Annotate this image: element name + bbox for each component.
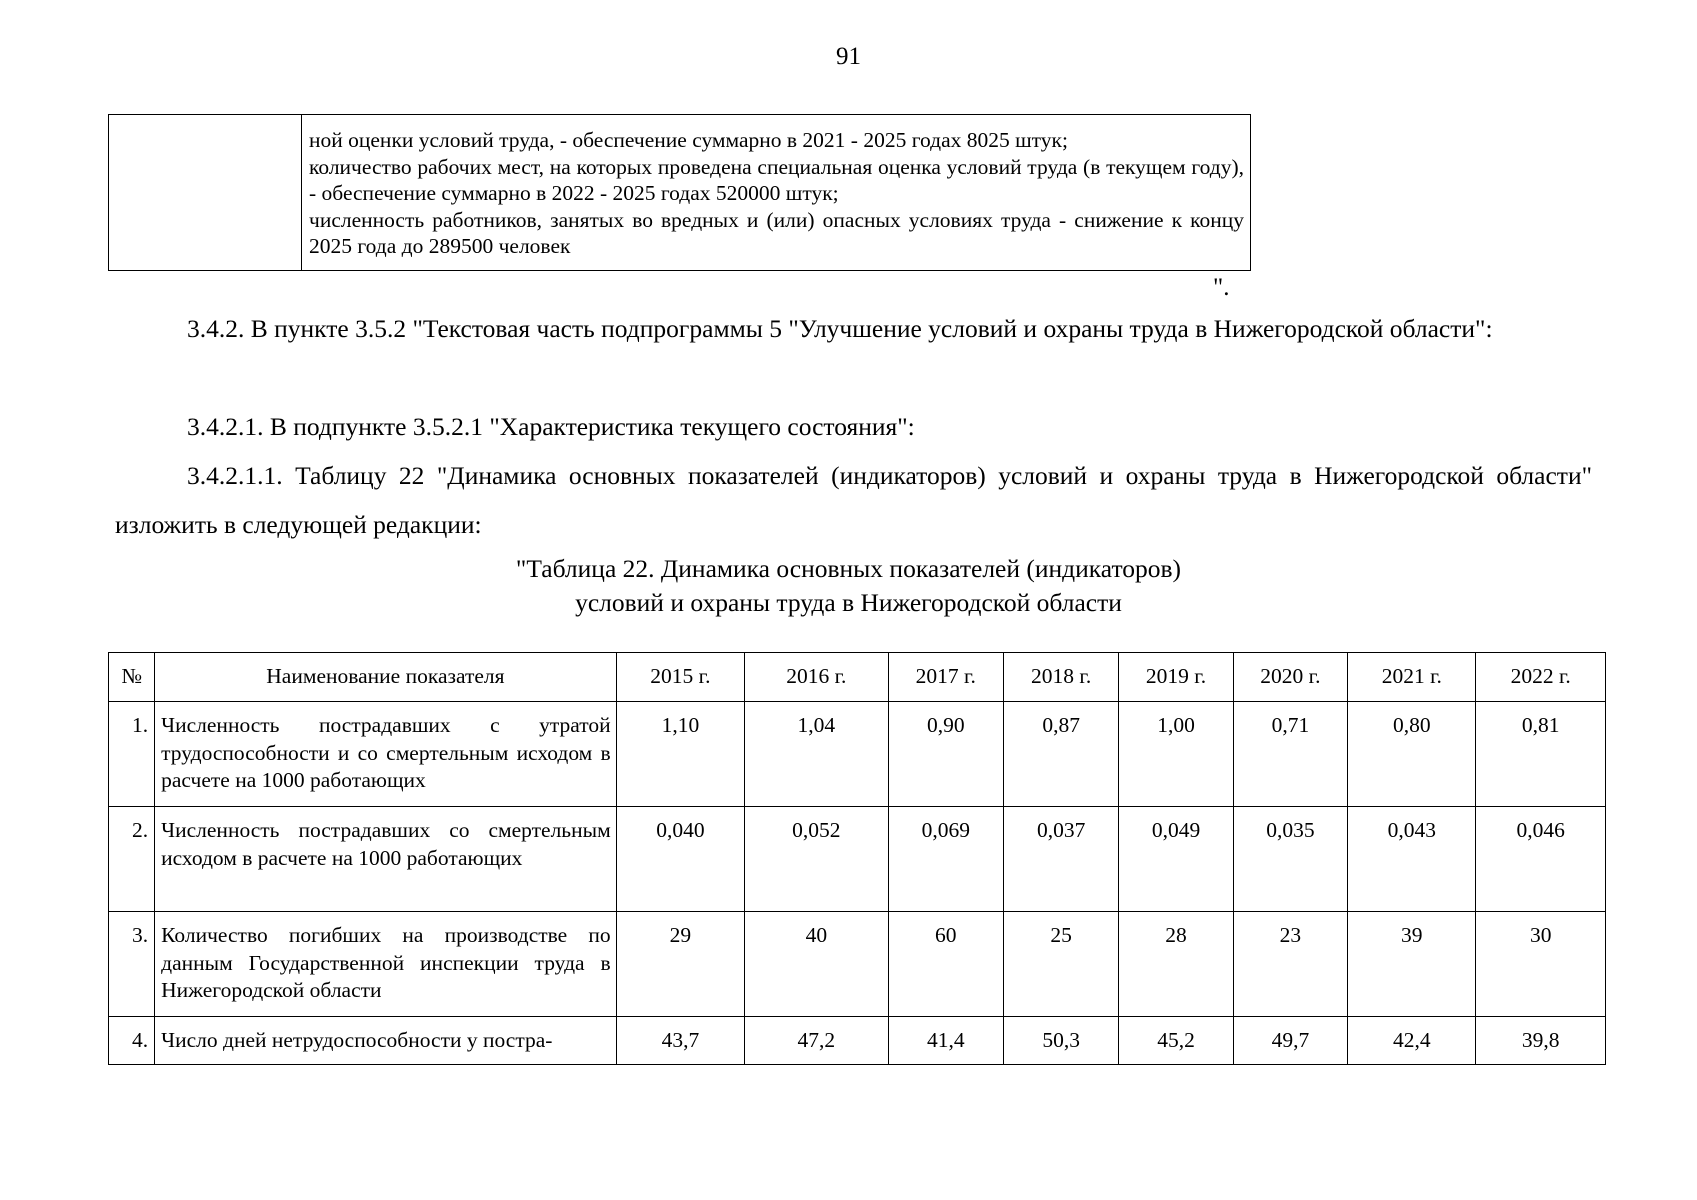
value-cell: 60	[888, 912, 1003, 1017]
header-indicator-name: Наименование показателя	[155, 653, 617, 702]
value-cell: 47,2	[745, 1017, 888, 1065]
continuation-text-cell	[302, 115, 1251, 271]
continuation-empty-cell	[109, 115, 302, 271]
table-title-line: условий и охраны труда в Нижегородской области	[575, 588, 1122, 617]
value-cell: 43,7	[616, 1017, 744, 1065]
value-cell: 1,00	[1119, 702, 1233, 807]
table-row	[109, 1017, 1606, 1065]
paragraph-3-4-2-1-1: 3.4.2.1.1. Таблицу 22 "Динамика основных показателей (индикаторов) условий и охраны труда в Нижегородской области" изложить в следующей редакции:	[115, 461, 1592, 539]
value-cell: 39	[1348, 912, 1476, 1017]
table-row	[109, 807, 1606, 912]
value-cell: 0,043	[1348, 807, 1476, 912]
value-cell: 0,80	[1348, 702, 1476, 807]
continuation-line: ной оценки условий труда, - обеспечение суммарно в 2021 - 2025 годах 8025 штук;	[309, 128, 1068, 152]
row-number: 3.	[109, 912, 155, 1017]
value-cell: 30	[1476, 912, 1606, 1017]
table-header-row	[109, 653, 1606, 702]
table-title-line: "Таблица 22. Динамика основных показателей (индикаторов)	[515, 554, 1182, 583]
header-year: 2020 г.	[1233, 653, 1347, 702]
indicator-name: Число дней нетрудоспособности у постра-	[155, 1017, 617, 1065]
value-cell: 29	[616, 912, 744, 1017]
value-cell: 0,035	[1233, 807, 1347, 912]
header-year: 2022 г.	[1476, 653, 1606, 702]
value-cell: 0,87	[1003, 702, 1118, 807]
value-cell: 0,71	[1233, 702, 1347, 807]
table-title	[0, 552, 1697, 620]
header-year: 2019 г.	[1119, 653, 1233, 702]
indicator-name: Количество погибших на производстве по данным Государственной инспекции труда в Нижегородской области	[155, 912, 617, 1017]
value-cell: 39,8	[1476, 1017, 1606, 1065]
value-cell: 0,069	[888, 807, 1003, 912]
value-cell: 28	[1119, 912, 1233, 1017]
indicator-name: Численность пострадавших с утратой трудоспособности и со смертельным исходом в расчете на 1000 работающих	[155, 702, 617, 807]
row-number: 2.	[109, 807, 155, 912]
value-cell: 49,7	[1233, 1017, 1347, 1065]
continuation-line: количество рабочих мест, на которых проведена специальная оценка условий труда (в текущем году), - обеспечение суммарно в 2022 - 2025 годах 520000 штук;	[309, 154, 1244, 205]
value-cell: 23	[1233, 912, 1347, 1017]
value-cell: 1,04	[745, 702, 888, 807]
page-number: 91	[836, 43, 861, 70]
value-cell: 0,040	[616, 807, 744, 912]
table-row	[109, 912, 1606, 1017]
header-year: 2015 г.	[616, 653, 744, 702]
value-cell: 1,10	[616, 702, 744, 807]
value-cell: 0,052	[745, 807, 888, 912]
value-cell: 0,049	[1119, 807, 1233, 912]
paragraph-3-4-2-1: 3.4.2.1. В подпункте 3.5.2.1 "Характеристика текущего состояния":	[187, 412, 915, 441]
value-cell: 0,81	[1476, 702, 1606, 807]
value-cell: 0,90	[888, 702, 1003, 807]
paragraph-3-4-2: 3.4.2. В пункте 3.5.2 "Текстовая часть подпрограммы 5 "Улучшение условий и охраны труда в Нижегородской области":	[187, 314, 1493, 343]
value-cell: 50,3	[1003, 1017, 1118, 1065]
value-cell: 40	[745, 912, 888, 1017]
row-number: 1.	[109, 702, 155, 807]
value-cell: 25	[1003, 912, 1118, 1017]
header-year: 2017 г.	[888, 653, 1003, 702]
header-year: 2016 г.	[745, 653, 888, 702]
value-cell: 42,4	[1348, 1017, 1476, 1065]
value-cell: 45,2	[1119, 1017, 1233, 1065]
table-row	[109, 702, 1606, 807]
row-number: 4.	[109, 1017, 155, 1065]
closing-quote: ".	[1213, 274, 1230, 301]
header-year: 2018 г.	[1003, 653, 1118, 702]
value-cell: 0,037	[1003, 807, 1118, 912]
header-year: 2021 г.	[1348, 653, 1476, 702]
indicators-table	[108, 652, 1606, 1065]
value-cell: 41,4	[888, 1017, 1003, 1065]
indicator-name: Численность пострадавших со смертельным исходом в расчете на 1000 работающих	[155, 807, 617, 912]
header-number: №	[109, 653, 155, 702]
continuation-line: численность работников, занятых во вредных и (или) опасных условиях труда - снижение к концу 2025 года до 289500 человек	[309, 207, 1244, 258]
value-cell: 0,046	[1476, 807, 1606, 912]
continuation-table	[108, 114, 1251, 271]
